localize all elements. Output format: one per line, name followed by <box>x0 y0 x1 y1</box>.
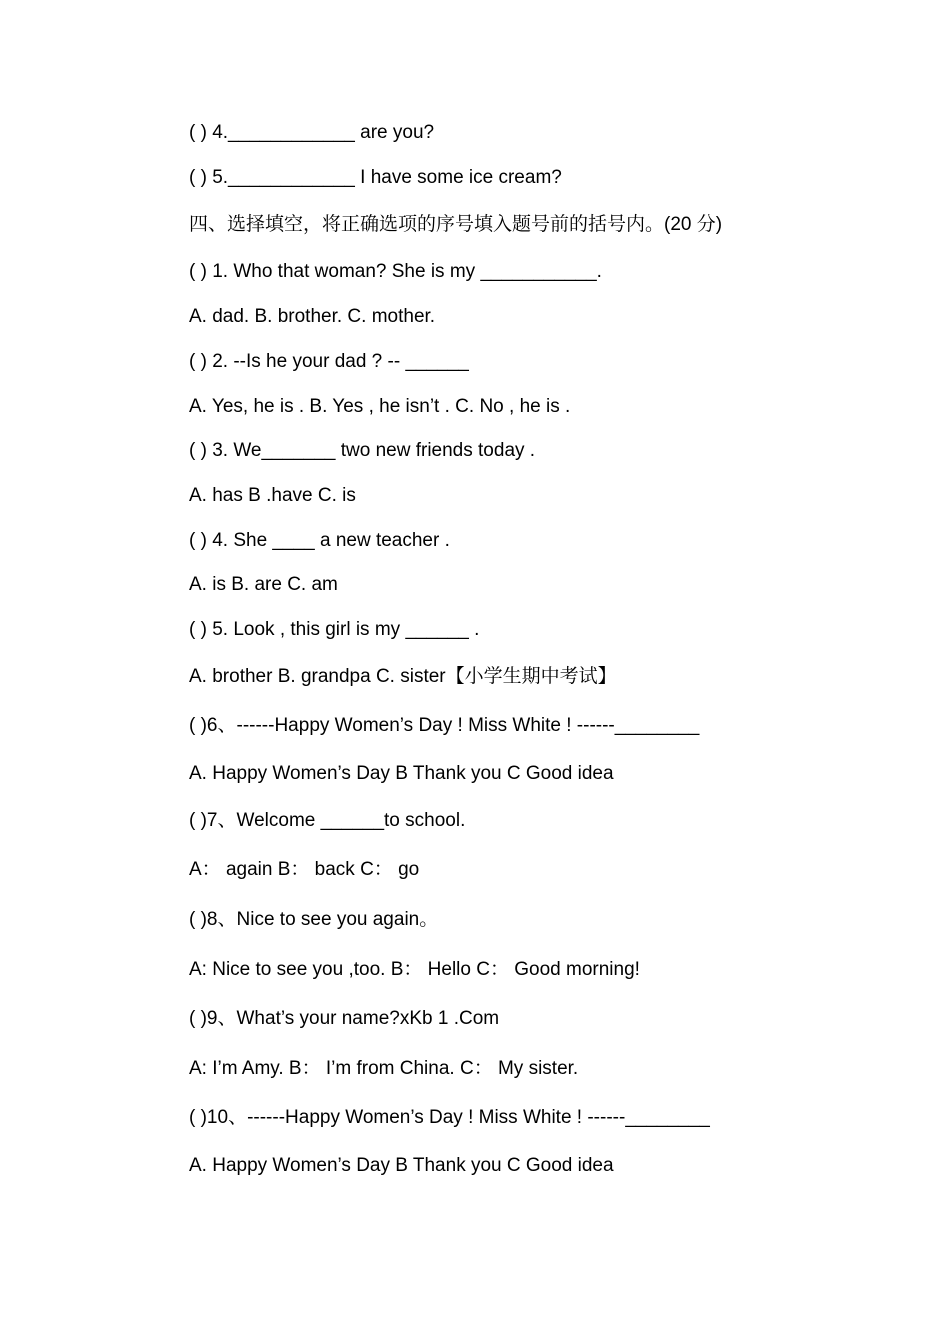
choice-question-7: ( )7、Welcome ______to school. <box>189 810 466 831</box>
choice-question-8: ( )8、Nice to see you again。 <box>189 909 439 930</box>
choice-question-3: ( ) 3. We_______ two new friends today . <box>189 440 536 461</box>
choice-question-5: ( ) 5. Look , this girl is my ______ . <box>189 619 480 640</box>
choice-question-10: ( )10、------Happy Women’s Day ! Miss White ! ------________ <box>189 1107 710 1128</box>
choice-options-8: A: Nice to see you ,too. B： Hello C： Good morning! <box>189 959 640 980</box>
choice-options-6: A. Happy Women’s Day B Thank you C Good idea <box>189 763 614 784</box>
choice-options-3: A. has B .have C. is <box>189 485 356 506</box>
choice-options-5: A. brother B. grandpa C. sister【小学生期中考试】 <box>189 666 617 687</box>
section-four-heading: 四、选择填空，将正确选项的序号填入题号前的括号内。(20 分) <box>189 214 723 235</box>
choice-options-10: A. Happy Women’s Day B Thank you C Good idea <box>189 1155 614 1176</box>
question-4-blank: ( ) 4.____________ are you? <box>189 122 435 143</box>
choice-question-1: ( ) 1. Who that woman? She is my ___________. <box>189 261 602 282</box>
choice-question-4: ( ) 4. She ____ a new teacher . <box>189 530 450 551</box>
choice-question-9: ( )9、What’s your name?xKb 1 .Com <box>189 1008 500 1029</box>
question-5-blank: ( ) 5.____________ I have some ice cream? <box>189 167 562 188</box>
choice-options-4: A. is B. are C. am <box>189 574 338 595</box>
choice-question-2: ( ) 2. --Is he your dad ? -- ______ <box>189 351 469 372</box>
choice-options-9: A: I’m Amy. B： I’m from China. C： My sister. <box>189 1058 579 1079</box>
choice-options-1: A. dad. B. brother. C. mother. <box>189 306 436 327</box>
choice-question-6: ( )6、------Happy Women’s Day ! Miss White ! ------________ <box>189 715 700 736</box>
choice-options-7: A： again B： back C： go <box>189 859 420 880</box>
choice-options-2: A. Yes, he is . B. Yes , he isn’t . C. No , he is . <box>189 396 571 417</box>
